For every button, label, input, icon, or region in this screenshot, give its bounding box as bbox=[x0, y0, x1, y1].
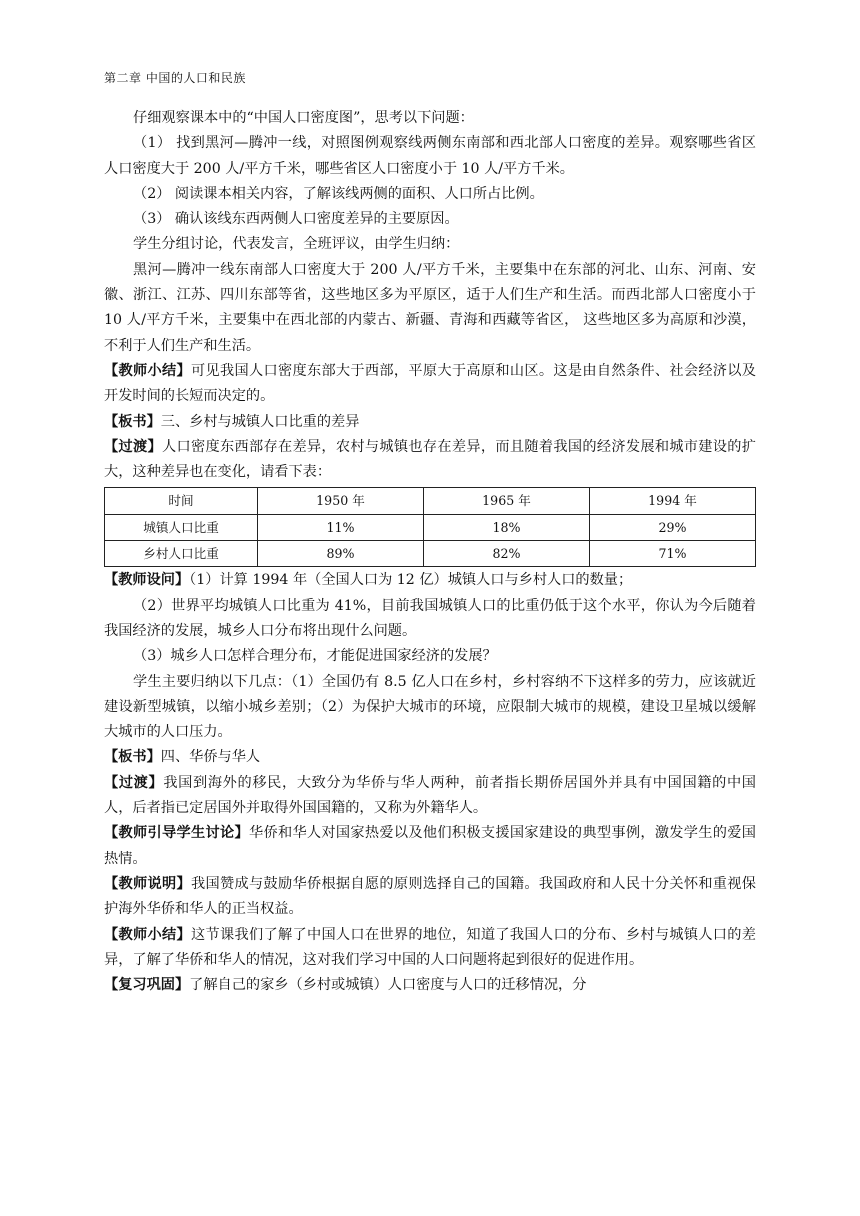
section-tag: 【过渡】 bbox=[104, 774, 164, 791]
paragraph-text: 我国赞成与鼓励华侨根据自愿的原则选择自己的国籍。我国政府和人民十分关怀和重视保护海外华侨和华人的正当权益。 bbox=[104, 875, 756, 918]
table-header-cell: 1950 年 bbox=[258, 488, 424, 514]
section-tag: 【教师设问】 bbox=[104, 572, 190, 589]
paragraph bbox=[104, 359, 756, 410]
table-cell: 82% bbox=[424, 541, 590, 567]
paragraph bbox=[104, 435, 756, 486]
table-header-cell: 1994 年 bbox=[590, 488, 756, 514]
table-row bbox=[105, 514, 756, 540]
table-header-cell: 1965 年 bbox=[424, 488, 590, 514]
paragraph bbox=[104, 745, 756, 770]
paragraph-text: 华侨和华人对国家热爱以及他们积极支援国家建设的典型事例，激发学生的爱国热情。 bbox=[104, 825, 756, 867]
paragraph-text: 三、乡村与城镇人口比重的差异 bbox=[160, 413, 360, 430]
question-item: （2） 阅读课本相关内容，了解该线两侧的面积、人口所占比例。 bbox=[133, 185, 544, 202]
section-tag: 【教师小结】 bbox=[104, 362, 191, 379]
section-tag: 【板书】 bbox=[104, 413, 161, 430]
page-header: 第二章 中国的人口和民族 bbox=[104, 71, 246, 85]
section-tag: 【过渡】 bbox=[104, 438, 162, 455]
paragraph bbox=[104, 923, 756, 974]
table-cell: 乡村人口比重 bbox=[105, 541, 258, 567]
table-cell: 71% bbox=[590, 541, 756, 567]
paragraph: 黑河—腾冲一线东南部人口密度大于 200 人/平方千米，主要集中在东部的河北、山东、河南、安徽、浙江、江苏、四川东部等省，这些地区多为平原区，适于人们生产和生活。而西北部人口密度小于 10 人/平方千米，主要集中在西北部的内蒙古、新疆、青海和西藏等省区， 这些地区多为高原和沙漠，不利于人们生产和生活。 bbox=[104, 261, 756, 354]
question-item: （1） 找到黑河—腾冲一线，对照图例观察线两侧东南部和西北部人口密度的差异。观察哪些省区人口密度大于 200 人/平方千米，哪些省区人口密度小于 10 人/平方千米。 bbox=[104, 135, 756, 177]
table-cell: 29% bbox=[590, 514, 756, 540]
paragraph bbox=[104, 568, 756, 593]
paragraph-text: 可见我国人口密度东部大于西部，平原大于高原和山区。这是由自然条件、社会经济以及开发时间的长短而决定的。 bbox=[104, 362, 756, 405]
paragraph bbox=[104, 973, 756, 998]
paragraph-text: 我国到海外的移民，大致分为华侨与华人两种，前者指长期侨居国外并具有中国国籍的中国人，后者指已定居国外并取得外国国籍的，又称为外籍华人。 bbox=[104, 774, 756, 817]
table-header-row bbox=[105, 488, 756, 514]
paragraph-text: （1）计算 1994 年（全国人口为 12 亿）城镇人口与乡村人口的数量； bbox=[189, 572, 633, 589]
document-body bbox=[104, 106, 756, 998]
paragraph: 学生主要归纳以下几点：（1）全国仍有 8.5 亿人口在乡村，乡村容纳不下这样多的劳力，应该就近建设新型城镇，以缩小城乡差别；（2）为保护大城市的环境，应限制大城市的规模，建设卫星城以缓解大城市的人口压力。 bbox=[104, 673, 756, 741]
population-ratio-table bbox=[104, 487, 756, 567]
table-row bbox=[105, 541, 756, 567]
table-cell: 89% bbox=[258, 541, 424, 567]
paragraph: 学生分组讨论，代表发言，全班评议，由学生归纳： bbox=[133, 236, 460, 253]
question-item: （3） 确认该线东西两侧人口密度差异的主要原因。 bbox=[133, 211, 459, 228]
paragraph-text: 人口密度东西部存在差异，农村与城镇也存在差异，而且随着我国的经济发展和城市建设的扩大，这种差异也在变化，请看下表： bbox=[104, 438, 756, 481]
paragraph-text: 这节课我们了解了中国人口在世界的地位，知道了我国人口的分布、乡村与城镇人口的差异，了解了华侨和华人的情况，这对我们学习中国的人口问题将起到很好的促进作用。 bbox=[104, 926, 756, 968]
paragraph: （2）世界平均城镇人口比重为 41%，目前我国城镇人口的比重仍低于这个水平，你认为今后随着我国经济的发展，城乡人口分布将出现什么问题。 bbox=[104, 597, 756, 639]
paragraph bbox=[104, 821, 756, 872]
paragraph: 仔细观察课本中的“中国人口密度图”，思考以下问题： bbox=[133, 110, 474, 126]
section-tag: 【教师说明】 bbox=[104, 875, 191, 892]
table-header-cell: 时间 bbox=[105, 488, 258, 514]
table-cell: 18% bbox=[424, 514, 590, 540]
section-tag: 【教师小结】 bbox=[104, 926, 191, 943]
paragraph-text: 四、华侨与华人 bbox=[160, 749, 261, 766]
paragraph: （3）城乡人口怎样合理分布，才能促进国家经济的发展？ bbox=[133, 648, 497, 665]
section-tag: 【教师引导学生讨论】 bbox=[104, 825, 249, 842]
section-tag: 【复习巩固】 bbox=[104, 977, 190, 994]
paragraph bbox=[104, 771, 756, 822]
table-cell: 城镇人口比重 bbox=[105, 514, 258, 540]
table-cell: 11% bbox=[258, 514, 424, 540]
paragraph-text: 了解自己的家乡（乡村或城镇）人口密度与人口的迁移情况，分 bbox=[189, 977, 587, 994]
paragraph bbox=[104, 872, 756, 923]
paragraph bbox=[104, 410, 756, 435]
section-tag: 【板书】 bbox=[104, 749, 161, 766]
